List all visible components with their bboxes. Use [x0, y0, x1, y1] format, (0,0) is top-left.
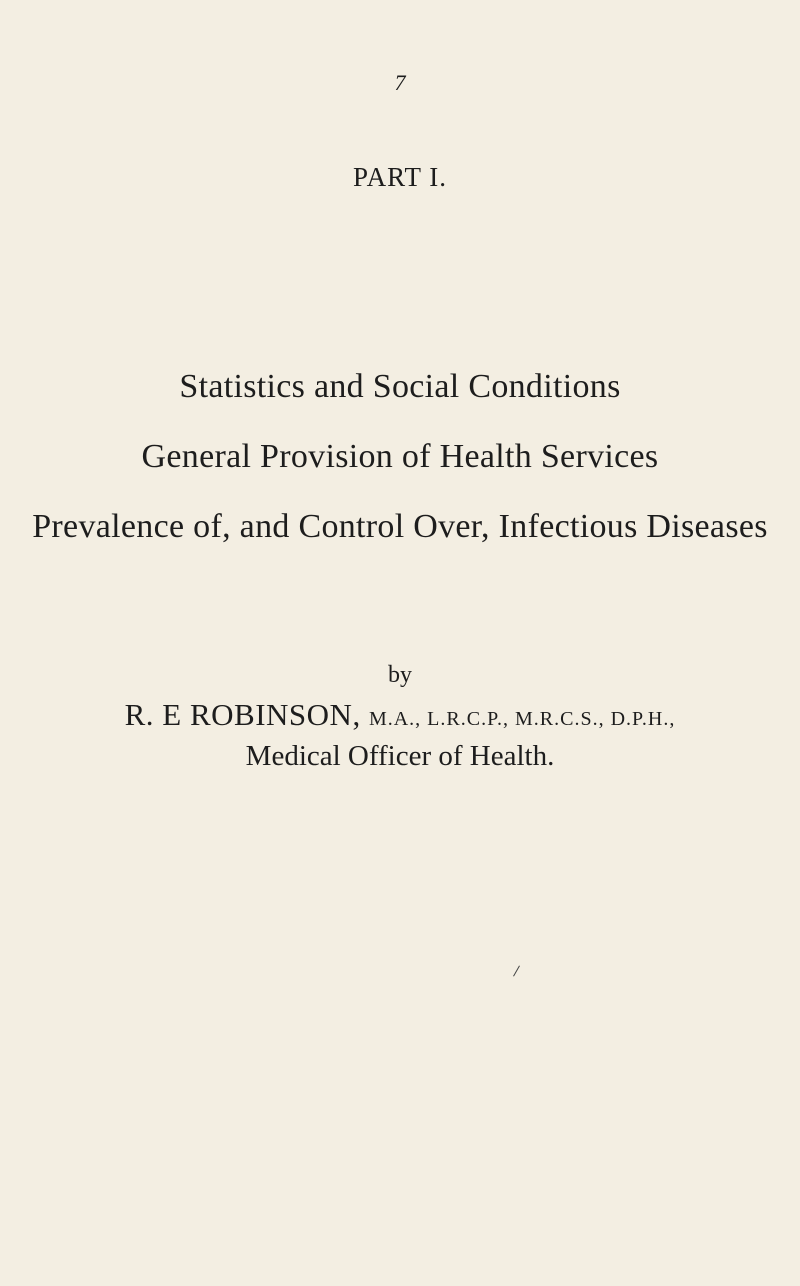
author-degrees: M.A., L.R.C.P., M.R.C.S., D.P.H.,: [368, 708, 676, 730]
author-title: Medical Officer of Health.: [245, 740, 555, 772]
stray-pen-mark: [513, 966, 520, 977]
section-title-statistics: Statistics and Social Conditions: [179, 368, 621, 405]
page-number: 7: [394, 70, 406, 95]
section-title-infectious-diseases: Prevalence of, and Control Over, Infectious Diseases: [32, 508, 768, 545]
byline-by: by: [388, 662, 412, 688]
part-heading: PART I.: [353, 162, 447, 192]
author-line: [0, 697, 800, 733]
author-name: R. E ROBINSON,: [124, 697, 361, 732]
section-title-health-services: General Provision of Health Services: [141, 438, 659, 475]
